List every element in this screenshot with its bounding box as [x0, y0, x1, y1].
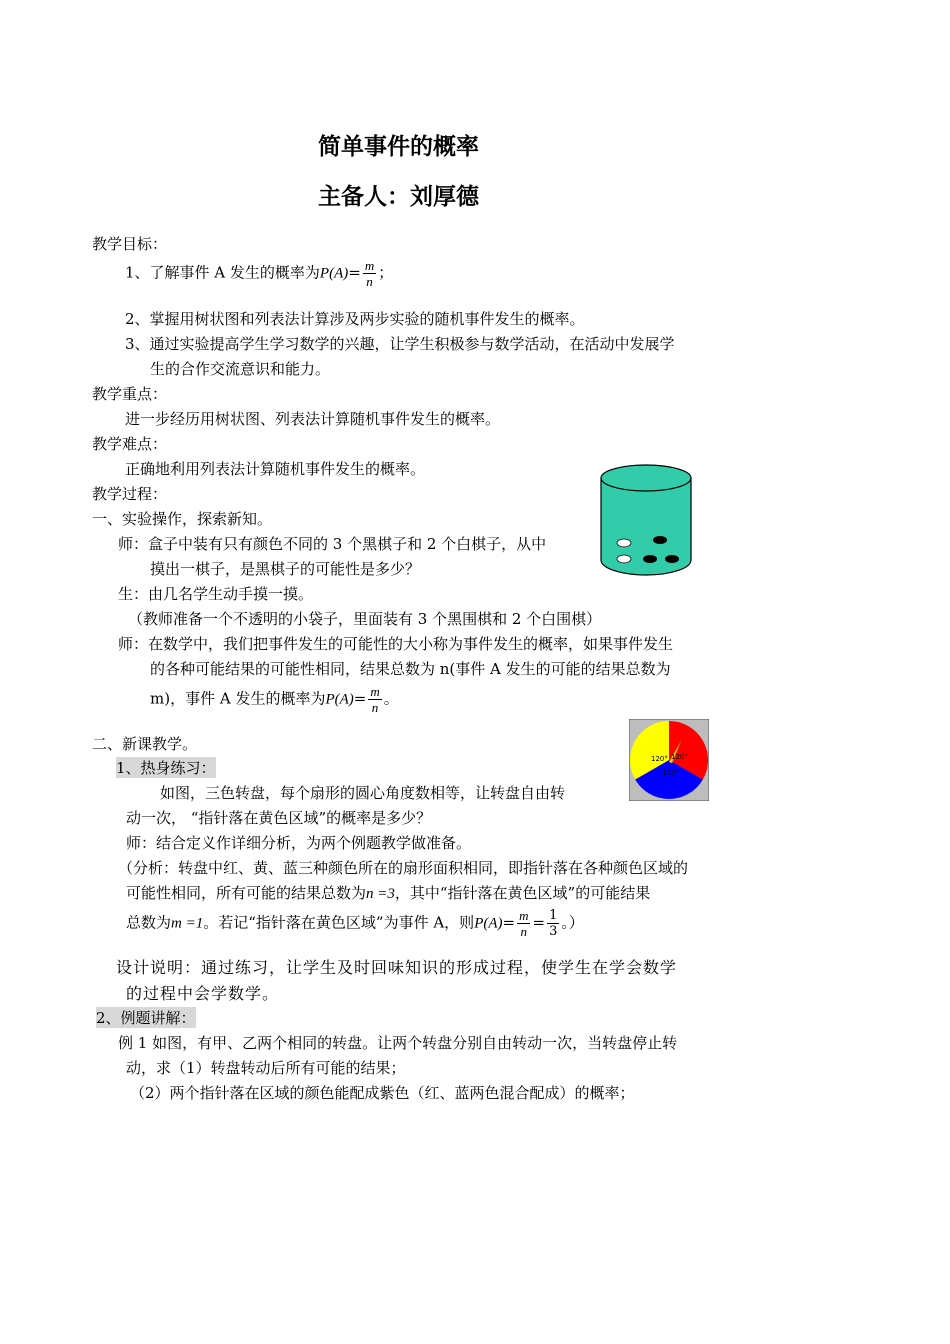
teacher-line-2c [150, 684, 399, 715]
frac-denominator: n [366, 274, 373, 289]
analysis-line-2-suffix: ，其中“指针落在黄色区域”的可能结果 [394, 884, 651, 902]
formula-lhs: P(A) [319, 265, 349, 282]
analysis-line-3-prefix: 总数为 [126, 913, 172, 932]
frac-numerator: m [370, 684, 380, 699]
goal-3-line2: 生的合作交流意识和能力。 [150, 360, 331, 378]
analysis-line-2 [126, 882, 650, 903]
spinner-illustration [629, 719, 709, 801]
frac-numerator: m [364, 258, 375, 273]
label-red: 120° [671, 753, 688, 761]
analysis-line-2-prefix: 可能性相同，所有可能的结果总数为 [126, 884, 367, 902]
goal-3-line1: 3、通过实验提高学生学习数学的兴趣，让学生积极参与数学活动，在活动中发展学 [125, 335, 675, 353]
example-line-2: 动，求（1）转盘转动后所有可能的结果； [126, 1059, 406, 1077]
example-line-3: （2）两个指针落在区域的颜色能配成紫色（红、蓝两色混合配成）的概率； [130, 1084, 635, 1102]
formula-eq: = [502, 913, 516, 932]
design-note-line-1: 设计说明：通过练习，让学生及时回味知识的形成过程，使学生在学会数学 [116, 958, 678, 977]
third-numerator: 1 [549, 908, 558, 923]
goal-1-suffix: ； [378, 263, 394, 282]
warmup-line-1: 如图，三色转盘，每个扇形的圆心角度数相等，让转盘自由转 [160, 784, 566, 802]
frac-denominator: n [371, 700, 379, 715]
label-blue: 120° [662, 769, 679, 777]
page-title: 简单事件的概率 [318, 134, 479, 160]
white-stone [617, 539, 631, 547]
third-denominator: 3 [549, 924, 558, 939]
analysis-line-3-suffix: 。） [561, 913, 584, 932]
n-value: n =3 [366, 886, 395, 902]
jar-illustration [598, 462, 694, 580]
process-heading: 教学过程： [92, 485, 168, 503]
second-eq: = [532, 913, 546, 932]
analysis-line-3-mid: 。若记“指针落在黄色区域”为事件 A，则 [203, 913, 475, 932]
black-stone [653, 536, 667, 544]
formula-lhs: P(A) [474, 915, 503, 932]
example-line-1: 例 1 如图，有甲、乙两个相同的转盘。让两个转盘分别自由转动一次，当转盘停止转 [118, 1034, 678, 1052]
goal-2: 2、掌握用树状图和列表法计算涉及两步实验的随机事件发生的概率。 [125, 310, 585, 328]
jar-top [601, 465, 691, 491]
formula-fraction [368, 684, 381, 715]
frac-numerator: m [519, 908, 529, 923]
teacher-note: （教师准备一个不透明的小袋子，里面装有 3 个黑围棋和 2 个白围棋） [128, 610, 602, 628]
analysis-line-1: （分析：转盘中红、黄、蓝三种颜色所在的扇形面积相同，即指针落在各种颜色区域的 [118, 859, 689, 877]
warmup-line-2: 动一次， “指针落在黄色区域”的概率是多少？ [126, 809, 432, 827]
keypoint-heading: 教学重点： [92, 385, 168, 403]
goal-1 [125, 258, 393, 289]
black-stone [643, 555, 657, 563]
formula-lhs: P(A) [325, 691, 354, 708]
frac-denominator: n [520, 924, 528, 939]
teacher-line-1a: 师：盒子中装有只有颜色不同的 3 个黑棋子和 2 个白棋子，从中 [118, 535, 547, 553]
warmup-teacher: 师：结合定义作详细分析，为两个例题教学做准备。 [126, 834, 472, 852]
formula-fraction [363, 258, 376, 289]
goal-1-prefix: 1、了解事件 A 发生的概率为 [125, 263, 320, 282]
section-2-heading: 二、新课教学。 [92, 735, 198, 753]
teacher-line-2c-suffix: 。 [383, 689, 399, 708]
design-note-line-2: 的过程中会学数学。 [126, 984, 280, 1003]
black-stone [665, 555, 679, 563]
teacher-line-2b: 的各种可能结果的可能性相同，结果总数为 n(事件 A 发生的可能的结果总数为 [150, 660, 671, 678]
formula-eq: = [348, 263, 361, 282]
difficulty-heading: 教学难点： [92, 435, 168, 453]
formula-fraction [517, 908, 530, 939]
teacher-line-2c-prefix: m)，事件 A 发生的概率为 [150, 689, 326, 708]
white-stone [617, 555, 631, 563]
formula-eq: = [353, 689, 367, 708]
m-value: m =1 [171, 915, 204, 932]
section-1-heading: 一、实验操作，探索新知。 [92, 510, 273, 528]
analysis-line-3 [126, 908, 584, 939]
student-line: 生：由几名学生动手摸一摸。 [118, 585, 314, 603]
difficulty-text: 正确地利用列表法计算随机事件发生的概率。 [125, 460, 426, 478]
keypoint-text: 进一步经历用树状图、列表法计算随机事件发生的概率。 [125, 410, 501, 428]
teacher-line-1b: 摸出一棋子，是黑棋子的可能性是多少？ [150, 560, 421, 578]
goals-heading: 教学目标： [92, 235, 168, 253]
one-third-fraction [547, 908, 559, 939]
label-yellow: 120° [651, 755, 668, 763]
author-line: 主备人：刘厚德 [318, 184, 479, 210]
warmup-heading: 1、热身练习： [116, 759, 216, 777]
teacher-line-2a: 师：在数学中，我们把事件发生的可能性的大小称为事件发生的概率，如果事件发生 [118, 635, 674, 653]
example-heading: 2、例题讲解： [96, 1009, 196, 1027]
